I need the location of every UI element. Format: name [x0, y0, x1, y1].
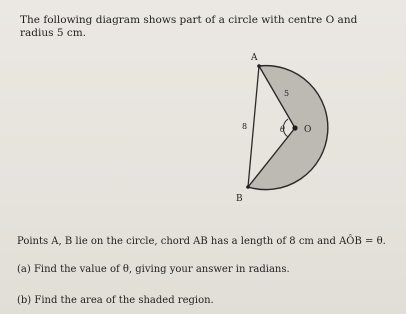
point-a — [257, 64, 261, 68]
question-a: (a) Find the value of θ, giving your answer in radians. — [17, 264, 290, 275]
label-radius: 5 — [284, 89, 290, 98]
label-o: O — [304, 125, 312, 135]
chord-ab — [248, 66, 259, 187]
shaded-region — [248, 66, 328, 190]
point-b — [246, 185, 250, 189]
question-b: (b) Find the area of the shaded region. — [17, 295, 214, 306]
label-b: B — [236, 194, 243, 204]
label-theta: θ — [280, 125, 285, 134]
problem-statement: Points A, B lie on the circle, chord AB has a length of 8 cm and AÔB = θ. — [17, 236, 386, 247]
label-chord: 8 — [242, 122, 248, 131]
center-point-o — [292, 125, 297, 130]
label-a: A — [251, 53, 258, 63]
intro-text: The following diagram shows part of a circle with centre O and radius 5 cm. — [20, 14, 358, 39]
